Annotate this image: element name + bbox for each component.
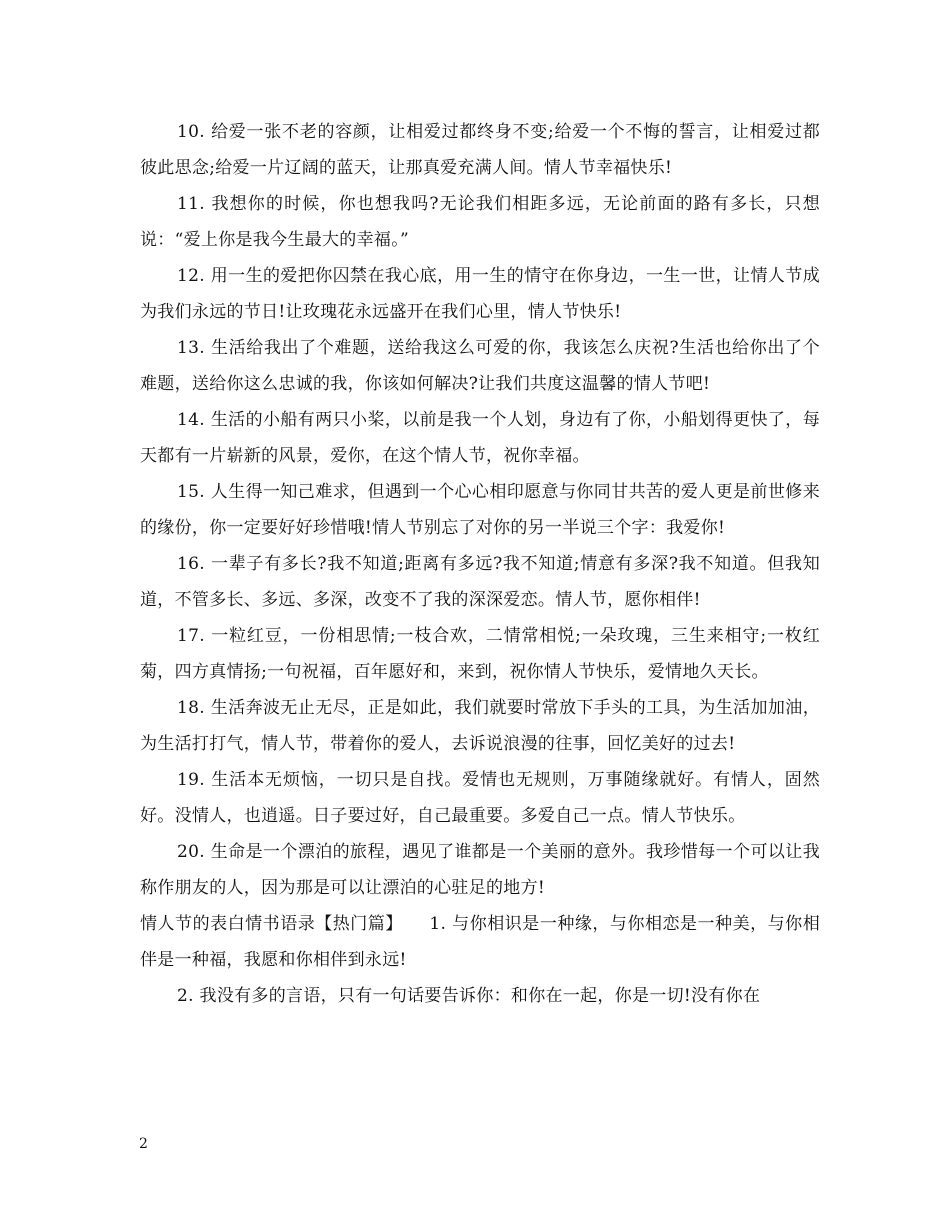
section-heading-paragraph: 情人节的表白情书语录【热门篇】 1. 与你相识是一种缘，与你相恋是一种美，与你相伴是一种福，我愿和你相伴到永远!	[140, 914, 820, 970]
paragraph-19: 19. 生活本无烦恼，一切只是自找。爱情也无规则，万事随缘就好。有情人，固然好。没情人，也逍遥。日子要过好，自己最重要。多爱自己一点。情人节快乐。	[140, 770, 820, 826]
paragraph-18: 18. 生活奔波无止无尽，正是如此，我们就要时常放下手头的工具，为生活加加油，为生活打打气，情人节，带着你的爱人，去诉说浪漫的往事，回忆美好的过去!	[140, 698, 820, 754]
paragraph-20: 20. 生命是一个漂泊的旅程，遇见了谁都是一个美丽的意外。我珍惜每一个可以让我称作朋友的人，因为那是可以让漂泊的心驻足的地方!	[140, 842, 820, 898]
document-body	[140, 114, 820, 1014]
paragraph-10: 10. 给爱一张不老的容颜，让相爱过都终身不变;给爱一个不悔的誓言，让相爱过都彼此思念;给爱一片辽阔的蓝天，让那真爱充满人间。情人节幸福快乐!	[140, 122, 820, 178]
paragraph-17: 17. 一粒红豆，一份相思情;一枝合欢，二情常相悦;一朵玫瑰，三生来相守;一枚红菊，四方真情扬;一句祝福，百年愿好和，来到，祝你情人节快乐，爱情地久天长。	[140, 626, 820, 682]
paragraph-2: 2. 我没有多的言语，只有一句话要告诉你：和你在一起，你是一切!没有你在	[177, 986, 761, 1006]
paragraph-13: 13. 生活给我出了个难题，送给我这么可爱的你，我该怎么庆祝?生活也给你出了个难题，送给你这么忠诚的我，你该如何解决?让我们共度这温馨的情人节吧!	[140, 338, 820, 394]
paragraph-12: 12. 用一生的爱把你囚禁在我心底，用一生的情守在你身边，一生一世，让情人节成为我们永远的节日!让玫瑰花永远盛开在我们心里，情人节快乐!	[140, 266, 820, 322]
page-number: 2	[139, 1136, 148, 1152]
paragraph-16: 16. 一辈子有多长?我不知道;距离有多远?我不知道;情意有多深?我不知道。但我知道，不管多长、多远、多深，改变不了我的深深爱恋。情人节，愿你相伴!	[140, 554, 820, 610]
paragraph-11: 11. 我想你的时候，你也想我吗?无论我们相距多远，无论前面的路有多长，只想说：“爱上你是我今生最大的幸福。”	[140, 194, 820, 250]
paragraph-14: 14. 生活的小船有两只小桨，以前是我一个人划，身边有了你，小船划得更快了，每天都有一片崭新的风景，爱你，在这个情人节，祝你幸福。	[140, 410, 820, 466]
paragraph-15: 15. 人生得一知己难求，但遇到一个心心相印愿意与你同甘共苦的爱人更是前世修来的缘份，你一定要好好珍惜哦!情人节别忘了对你的另一半说三个字：我爱你!	[140, 482, 820, 538]
